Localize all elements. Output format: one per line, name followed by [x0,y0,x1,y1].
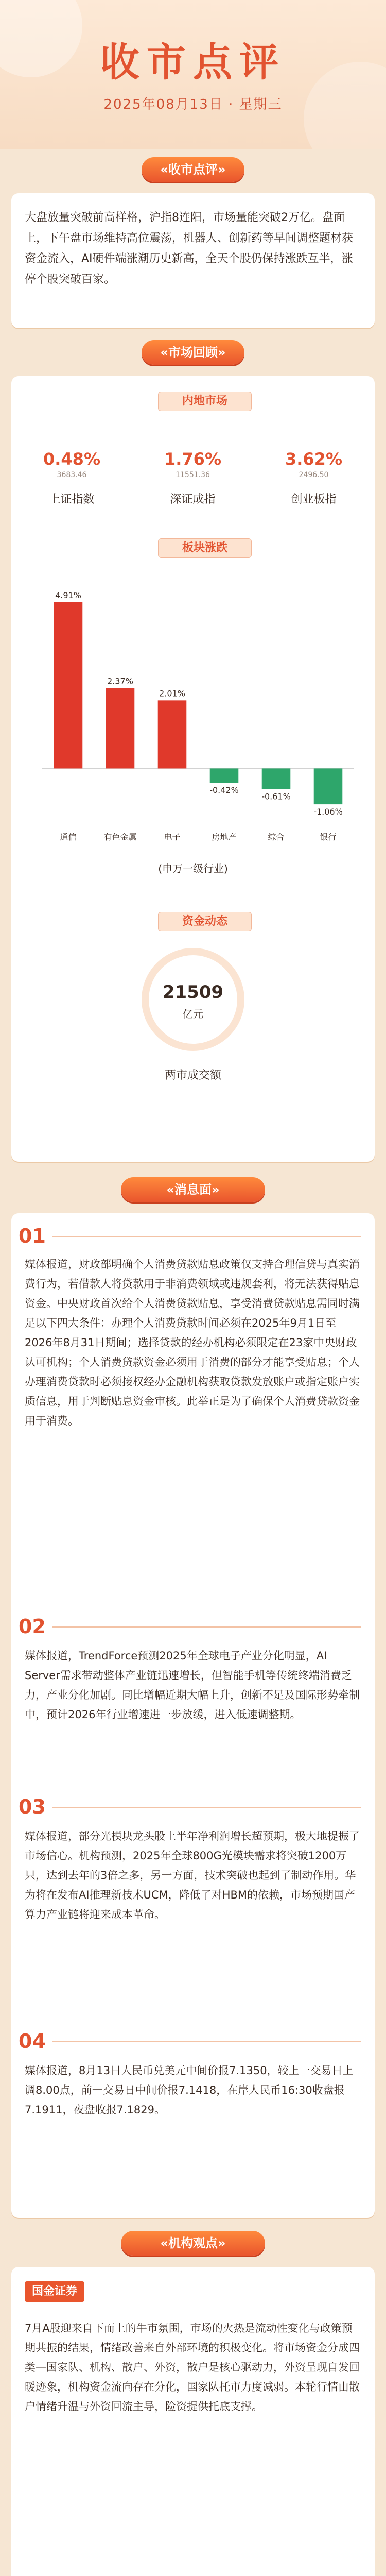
views-text: 7月A股迎来自下而上的牛市氛围，市场的火热是流动性变化与政策预期共振的结果，情绪改善来自外部环境的积极变化。将市场资金分成四类—国家队、机构、散户、外资，散户是核心驱动力，外资呈现自发回暖迹象，机构资金流向存在分化，国家队托市力度减弱。本轮行情由散户情绪升温与外资回流主导，险资提供托底支撑。 [25,2322,360,2413]
chart-bar [210,768,239,783]
news-divider [52,2041,361,2042]
index-level: 2496.50 [299,471,329,479]
chart-data-label: -0.42% [209,785,239,795]
section-views-pill: «机构观点» [121,2231,265,2256]
turnover-unit: 亿元 [183,1008,203,1020]
chart-category-label: 综合 [268,832,285,842]
chart-data-label: 2.37% [107,676,133,686]
section-news-pill: «消息面» [121,1177,265,1202]
news-item-text: 媒体报道，部分光模块龙头股上半年净利润增长超预期，极大地提振了市场信心。机构预测，2025年全球800G光模块需求将突破1200万只，达到去年的3倍之多，另一方面，技术突破也起到了制动作用。华为将在发布AI推理新技术UCM，降低了对HBM的依赖，市场预期国产算力产业链将迎来成本革命。 [25,1830,360,1921]
section-market-pill: «市场回顾» [142,340,244,365]
chart-category-label: 房地产 [212,832,237,842]
index-change: 0.48% [43,449,100,469]
index-name: 深证成指 [170,493,216,506]
chart-caption: (申万一级行业) [158,862,228,875]
chart-data-label: 2.01% [159,688,185,699]
org-badge: 国金证券 [25,2281,84,2302]
chart-data-label: 4.91% [55,590,81,600]
review-text: 大盘放量突破前高样格，沪指8连阳，市场量能突破2万亿。盘面上，下午盘市场维持高位震荡，机器人、创新药等早间调整题材获资金流入，AI硬件端涨潮历史新高，全天个股仍保持涨跌互半，涨停个股突破百家。 [25,211,354,286]
page-date: 2025年08月13日 · 星期三 [103,97,283,112]
chart-category-label: 通信 [60,832,77,842]
chart-bar [262,768,291,789]
chart-bar [106,688,135,769]
hero-header [0,0,386,149]
views-card [11,2267,375,2576]
turnover-value: 21509 [162,982,224,1003]
chart-category-label: 电子 [164,832,181,842]
tab-fund-flow: 资金动态 [158,912,252,931]
turnover-label: 两市成交额 [164,1069,221,1082]
news-item-text: 媒体报道，财政部明确个人消费贷款贴息政策仅支持合理信贷与真实消费行为，若借款人将贷款用于非消费领域或违规套利，将无法获得贴息资金。中央财政首次给个人消费贷款贴息，享受消费贷款贴息需同时满足以下四大条件：办理个人消费贷款时间必须在2025年9月1日至2026年8月31日期间；选择贷款的经办机构必须限定在23家中央财政认可机构；个人消费贷款资金必须用于消费的部分才能享受贴息；个人办理消费贷款时必须接权经办金融机构获取贷款发放账户或指定账户实质信息，用于判断贴息资金审核。此举正是为了确保个人消费贷款资金用于消费。 [25,1258,360,1427]
section-review-pill: «收市点评» [142,157,244,182]
news-card [11,1213,375,2218]
index-change: 1.76% [164,449,221,469]
news-number: 02 [19,1615,46,1638]
news-number: 01 [19,1225,46,1247]
tab-sector-change: 板块涨跌 [158,538,252,558]
review-card [11,193,375,328]
news-divider [52,1807,361,1808]
tab-mainland-market: 内地市场 [158,392,252,411]
index-change: 3.62% [285,449,342,469]
chart-data-label: -1.06% [313,807,343,817]
chart-category-label: 有色金属 [103,832,137,842]
index-shenzhen [132,417,253,506]
news-item-text: 媒体报道，TrendForce预测2025年全球电子产业分化明显，AI Server需求带动整体产业链迅速增长，但智能手机等传统终端消费乏力，产业分化加剧。同比增幅近期大幅上升，创新不足及国际形势牵制中，预计2026年行业增速进一步放缓，进入低速调整期。 [25,1650,360,1721]
news-divider [52,1236,361,1237]
turnover-inner [149,955,237,1044]
market-card [11,376,375,1162]
news-number: 04 [19,2030,46,2053]
index-chinext [253,417,374,506]
index-name: 创业板指 [291,493,337,506]
index-shanghai [11,417,132,506]
page-title: 收市点评 [100,39,286,85]
index-row [11,417,375,515]
chart-bar [314,768,343,804]
news-number: 03 [19,1795,46,1818]
chart-category-label: 银行 [320,832,337,842]
news-divider [52,1626,361,1628]
sector-bar-chart [11,567,375,855]
index-level: 3683.46 [57,471,87,479]
chart-data-label: -0.61% [261,791,291,802]
index-name: 上证指数 [49,493,95,506]
news-item-text: 媒体报道，8月13日人民币兑美元中间价报7.1350，较上一交易日上调8.00点，前一交易日中间价报7.1418，在岸人民币16:30收盘报7.1911，夜盘收报7.1829。 [25,2064,354,2116]
chart-bar [158,700,187,768]
chart-bar [54,602,83,769]
turnover-circle [142,948,244,1051]
index-level: 11551.36 [176,471,210,479]
